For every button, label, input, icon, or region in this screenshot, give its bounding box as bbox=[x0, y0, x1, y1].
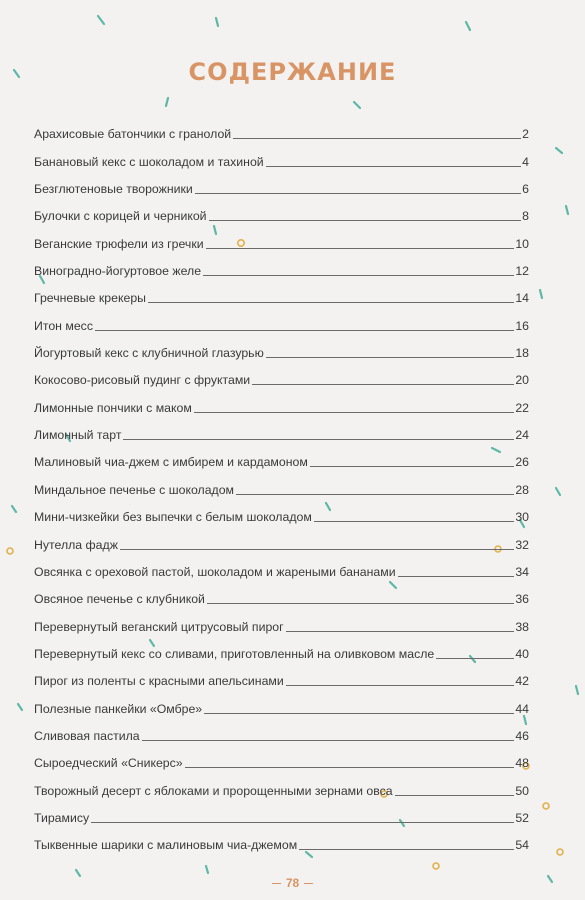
toc-entry-page: 36 bbox=[515, 592, 529, 607]
toc-entry[interactable] bbox=[34, 524, 529, 551]
toc-entry-page: 42 bbox=[515, 674, 529, 689]
toc-entry-page: 14 bbox=[515, 291, 529, 306]
toc-entry[interactable] bbox=[34, 415, 529, 442]
toc-entry-page: 24 bbox=[515, 428, 529, 443]
table-of-contents bbox=[34, 114, 529, 852]
toc-entry[interactable] bbox=[34, 333, 529, 360]
toc-entry[interactable] bbox=[34, 360, 529, 387]
toc-entry-title: Мини-чизкейки без выпечки с белым шоколадом bbox=[34, 510, 312, 525]
toc-entry-page: 32 bbox=[515, 537, 529, 552]
toc-entry-title: Тирамису bbox=[34, 810, 90, 825]
toc-entry[interactable] bbox=[34, 141, 529, 168]
toc-entry-title: Нутелла фадж bbox=[34, 537, 118, 552]
toc-entry[interactable] bbox=[34, 716, 529, 743]
toc-entry-title: Овсяное печенье с клубникой bbox=[34, 592, 205, 607]
footer-dash-right bbox=[304, 883, 313, 884]
leader-line bbox=[206, 248, 515, 249]
toc-entry[interactable] bbox=[34, 634, 529, 661]
toc-entry-page: 18 bbox=[515, 346, 529, 361]
toc-entry-title: Кокосово-рисовый пудинг с фруктами bbox=[34, 373, 251, 388]
leader-line bbox=[286, 631, 515, 632]
toc-entry-title: Сливовая пастила bbox=[34, 728, 140, 743]
toc-entry-title: Малиновый чиа-джем с имбирем и кардамоном bbox=[34, 455, 308, 470]
toc-entry-page: 26 bbox=[515, 455, 529, 470]
toc-entry[interactable] bbox=[34, 169, 529, 196]
leader-line bbox=[185, 767, 515, 768]
toc-entry-page: 54 bbox=[515, 838, 529, 853]
toc-entry-page: 22 bbox=[515, 400, 529, 415]
toc-entry-page: 38 bbox=[515, 619, 529, 634]
page-number-value: 78 bbox=[285, 876, 300, 890]
leader-line bbox=[194, 412, 515, 413]
toc-entry-page: 6 bbox=[522, 182, 529, 197]
leader-line bbox=[310, 466, 515, 467]
leader-line bbox=[252, 384, 514, 385]
toc-entry[interactable] bbox=[34, 825, 529, 852]
leader-line bbox=[148, 302, 514, 303]
toc-entry-title: Банановый кекс с шоколадом и тахиной bbox=[34, 154, 264, 169]
toc-entry-title: Лимонные пончики с маком bbox=[34, 400, 192, 415]
leader-line bbox=[286, 685, 515, 686]
page-title: СОДЕРЖАНИЕ bbox=[188, 58, 397, 86]
toc-entry-title: Итон месс bbox=[34, 318, 93, 333]
page-number bbox=[0, 876, 585, 890]
toc-entry[interactable] bbox=[34, 223, 529, 250]
leader-line bbox=[314, 521, 515, 522]
toc-entry[interactable] bbox=[34, 743, 529, 770]
leader-line bbox=[266, 166, 522, 167]
leader-line bbox=[95, 330, 514, 331]
leader-line bbox=[436, 658, 514, 659]
toc-entry[interactable] bbox=[34, 798, 529, 825]
toc-entry-page: 12 bbox=[515, 264, 529, 279]
leader-line bbox=[204, 713, 514, 714]
leader-line bbox=[203, 275, 514, 276]
toc-entry-page: 16 bbox=[515, 318, 529, 333]
toc-entry-title: Овсянка с ореховой пастой, шоколадом и жареными бананами bbox=[34, 564, 396, 579]
leader-line bbox=[398, 576, 515, 577]
toc-entry-title: Лимонный тарт bbox=[34, 428, 122, 443]
toc-entry[interactable] bbox=[34, 770, 529, 797]
toc-entry-page: 20 bbox=[515, 373, 529, 388]
toc-entry-page: 10 bbox=[515, 236, 529, 251]
toc-entry[interactable] bbox=[34, 251, 529, 278]
toc-entry-title: Перевернутый веганский цитрусовый пирог bbox=[34, 619, 284, 634]
leader-line bbox=[207, 603, 514, 604]
footer-dash-left bbox=[272, 883, 281, 884]
toc-entry-title: Перевернутый кекс со сливами, приготовленный на оливковом масле bbox=[34, 646, 435, 661]
toc-entry-page: 46 bbox=[515, 728, 529, 743]
toc-entry-page: 4 bbox=[522, 154, 529, 169]
leader-line bbox=[195, 193, 521, 194]
toc-entry[interactable] bbox=[34, 497, 529, 524]
toc-entry[interactable] bbox=[34, 661, 529, 688]
leader-line bbox=[299, 849, 514, 850]
toc-entry-title: Безглютеновые творожники bbox=[34, 182, 193, 197]
toc-entry-page: 30 bbox=[515, 510, 529, 525]
toc-entry[interactable] bbox=[34, 606, 529, 633]
toc-entry-title: Виноградно-йогуртовое желе bbox=[34, 264, 202, 279]
toc-entry[interactable] bbox=[34, 552, 529, 579]
toc-entry[interactable] bbox=[34, 114, 529, 141]
toc-entry[interactable] bbox=[34, 305, 529, 332]
toc-entry-title: Гречневые крекеры bbox=[34, 291, 146, 306]
leader-line bbox=[142, 740, 515, 741]
toc-entry-page: 28 bbox=[515, 482, 529, 497]
toc-entry[interactable] bbox=[34, 387, 529, 414]
toc-entry-page: 2 bbox=[522, 127, 529, 142]
leader-line bbox=[233, 138, 521, 139]
toc-entry-title: Тыквенные шарики с малиновым чиа-джемом bbox=[34, 838, 298, 853]
toc-entry[interactable] bbox=[34, 442, 529, 469]
leader-line bbox=[395, 795, 515, 796]
toc-entry[interactable] bbox=[34, 278, 529, 305]
toc-entry[interactable] bbox=[34, 579, 529, 606]
leader-line bbox=[236, 494, 514, 495]
toc-entry-title: Веганские трюфели из гречки bbox=[34, 236, 204, 251]
toc-entry[interactable] bbox=[34, 196, 529, 223]
toc-entry-title: Арахисовые батончики с гранолой bbox=[34, 127, 232, 142]
leader-line bbox=[120, 549, 514, 550]
toc-entry-page: 44 bbox=[515, 701, 529, 716]
leader-line bbox=[209, 220, 522, 221]
toc-entry-title: Сыроедческий «Сникерс» bbox=[34, 756, 183, 771]
toc-entry-title: Полезные панкейки «Омбре» bbox=[34, 701, 203, 716]
leader-line bbox=[91, 822, 514, 823]
toc-entry-page: 48 bbox=[515, 756, 529, 771]
toc-entry-title: Миндальное печенье с шоколадом bbox=[34, 482, 235, 497]
toc-entry-page: 8 bbox=[522, 209, 529, 224]
toc-entry-page: 52 bbox=[515, 810, 529, 825]
leader-line bbox=[266, 357, 515, 358]
toc-entry[interactable] bbox=[34, 469, 529, 496]
toc-entry-title: Булочки с корицей и черникой bbox=[34, 209, 207, 224]
toc-entry-title: Пирог из поленты с красными апельсинами bbox=[34, 674, 284, 689]
toc-entry-page: 40 bbox=[515, 646, 529, 661]
leader-line bbox=[123, 439, 514, 440]
toc-entry-title: Йогуртовый кекс с клубничной глазурью bbox=[34, 346, 264, 361]
toc-entry-title: Творожный десерт с яблоками и пророщенными зернами овса bbox=[34, 783, 393, 798]
toc-entry-page: 50 bbox=[515, 783, 529, 798]
toc-entry[interactable] bbox=[34, 688, 529, 715]
toc-entry-page: 34 bbox=[515, 564, 529, 579]
